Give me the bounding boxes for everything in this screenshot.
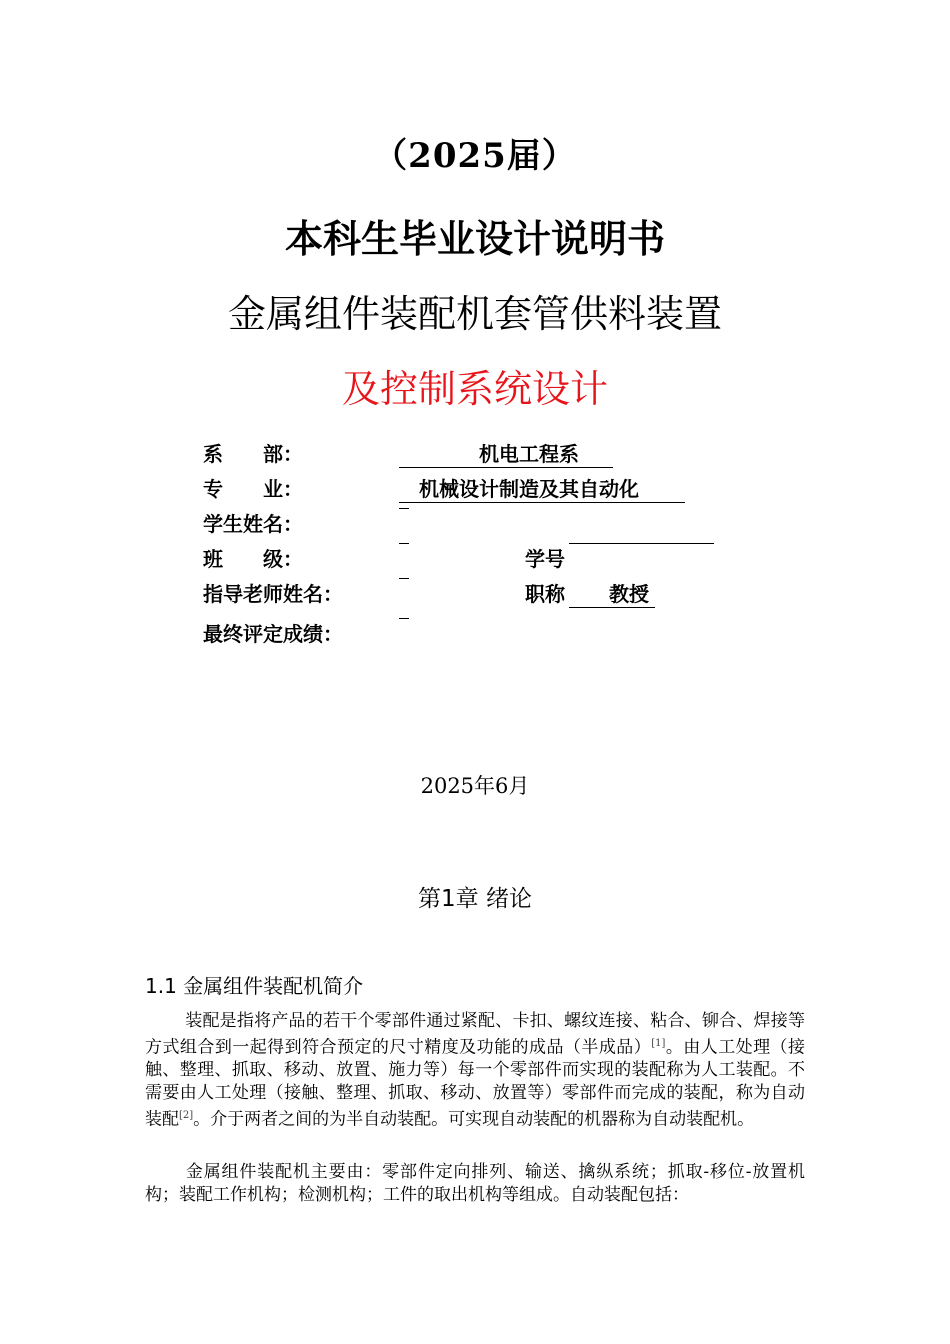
student-id-label: 学号	[525, 547, 565, 571]
title-rank-label: 职称	[525, 582, 565, 606]
major-label: 专 业：	[203, 477, 303, 501]
department-value: 机电工程系	[399, 438, 613, 468]
student-id-value	[569, 543, 714, 544]
submission-date: 2025年6月	[420, 774, 530, 798]
class-label: 班 级：	[203, 547, 303, 571]
student-name-value	[399, 508, 409, 509]
citation-1: [1]	[651, 1037, 666, 1049]
paragraph-1-part-a: 装配是指将产品的若干个零部件通过紧配、卡扣、螺纹连接、粘合、铆合、焊接等方式组合到一起得到符合预定的尺寸精度及功能的成品（半成品）	[145, 1011, 805, 1058]
grade-label: 最终评定成绩：	[203, 622, 343, 646]
title-rank-value: 教授	[569, 578, 655, 608]
section-heading: 1.1 金属组件装配机简介	[145, 974, 364, 998]
advisor-value	[399, 578, 409, 579]
paragraph-2-text: 金属组件装配机主要由：零部件定向排列、输送、擒纵系统；抓取-移位-放置机构；装配工作机构；检测机构；工件的取出机构等组成。自动装配包括：	[145, 1162, 805, 1205]
class-value	[399, 543, 409, 544]
chapter-heading: 第1章 绪论	[418, 886, 532, 912]
paragraph-1-part-c: 。介于两者之间的为半自动装配。可实现自动装配的机器称为自动装配机。	[193, 1109, 755, 1130]
body-paragraph-2	[145, 1161, 805, 1207]
citation-2: [2]	[179, 1109, 194, 1121]
body-paragraph-1	[145, 1010, 805, 1131]
major-value: 机械设计制造及其自动化	[399, 473, 685, 503]
thesis-title-line2: 及控制系统设计	[341, 367, 608, 411]
thesis-title-line1: 金属组件装配机套管供料装置	[227, 292, 722, 336]
graduation-year: （2025届）	[373, 136, 577, 176]
grade-value	[399, 618, 409, 619]
student-name-label: 学生姓名：	[203, 512, 303, 536]
document-title: 本科生毕业设计说明书	[284, 217, 665, 261]
advisor-label: 指导老师姓名：	[203, 582, 343, 606]
paragraph-1-part-b: 。由人工处理（接触、整理、抓取、移动、放置、施力等）每一个零部件而实现的装配称为人工装配。不需要由人工处理（接触、整理、抓取、移动、放置等）零部件而完成的装配，称为自动装配	[145, 1037, 806, 1130]
department-label: 系 部：	[203, 442, 303, 466]
